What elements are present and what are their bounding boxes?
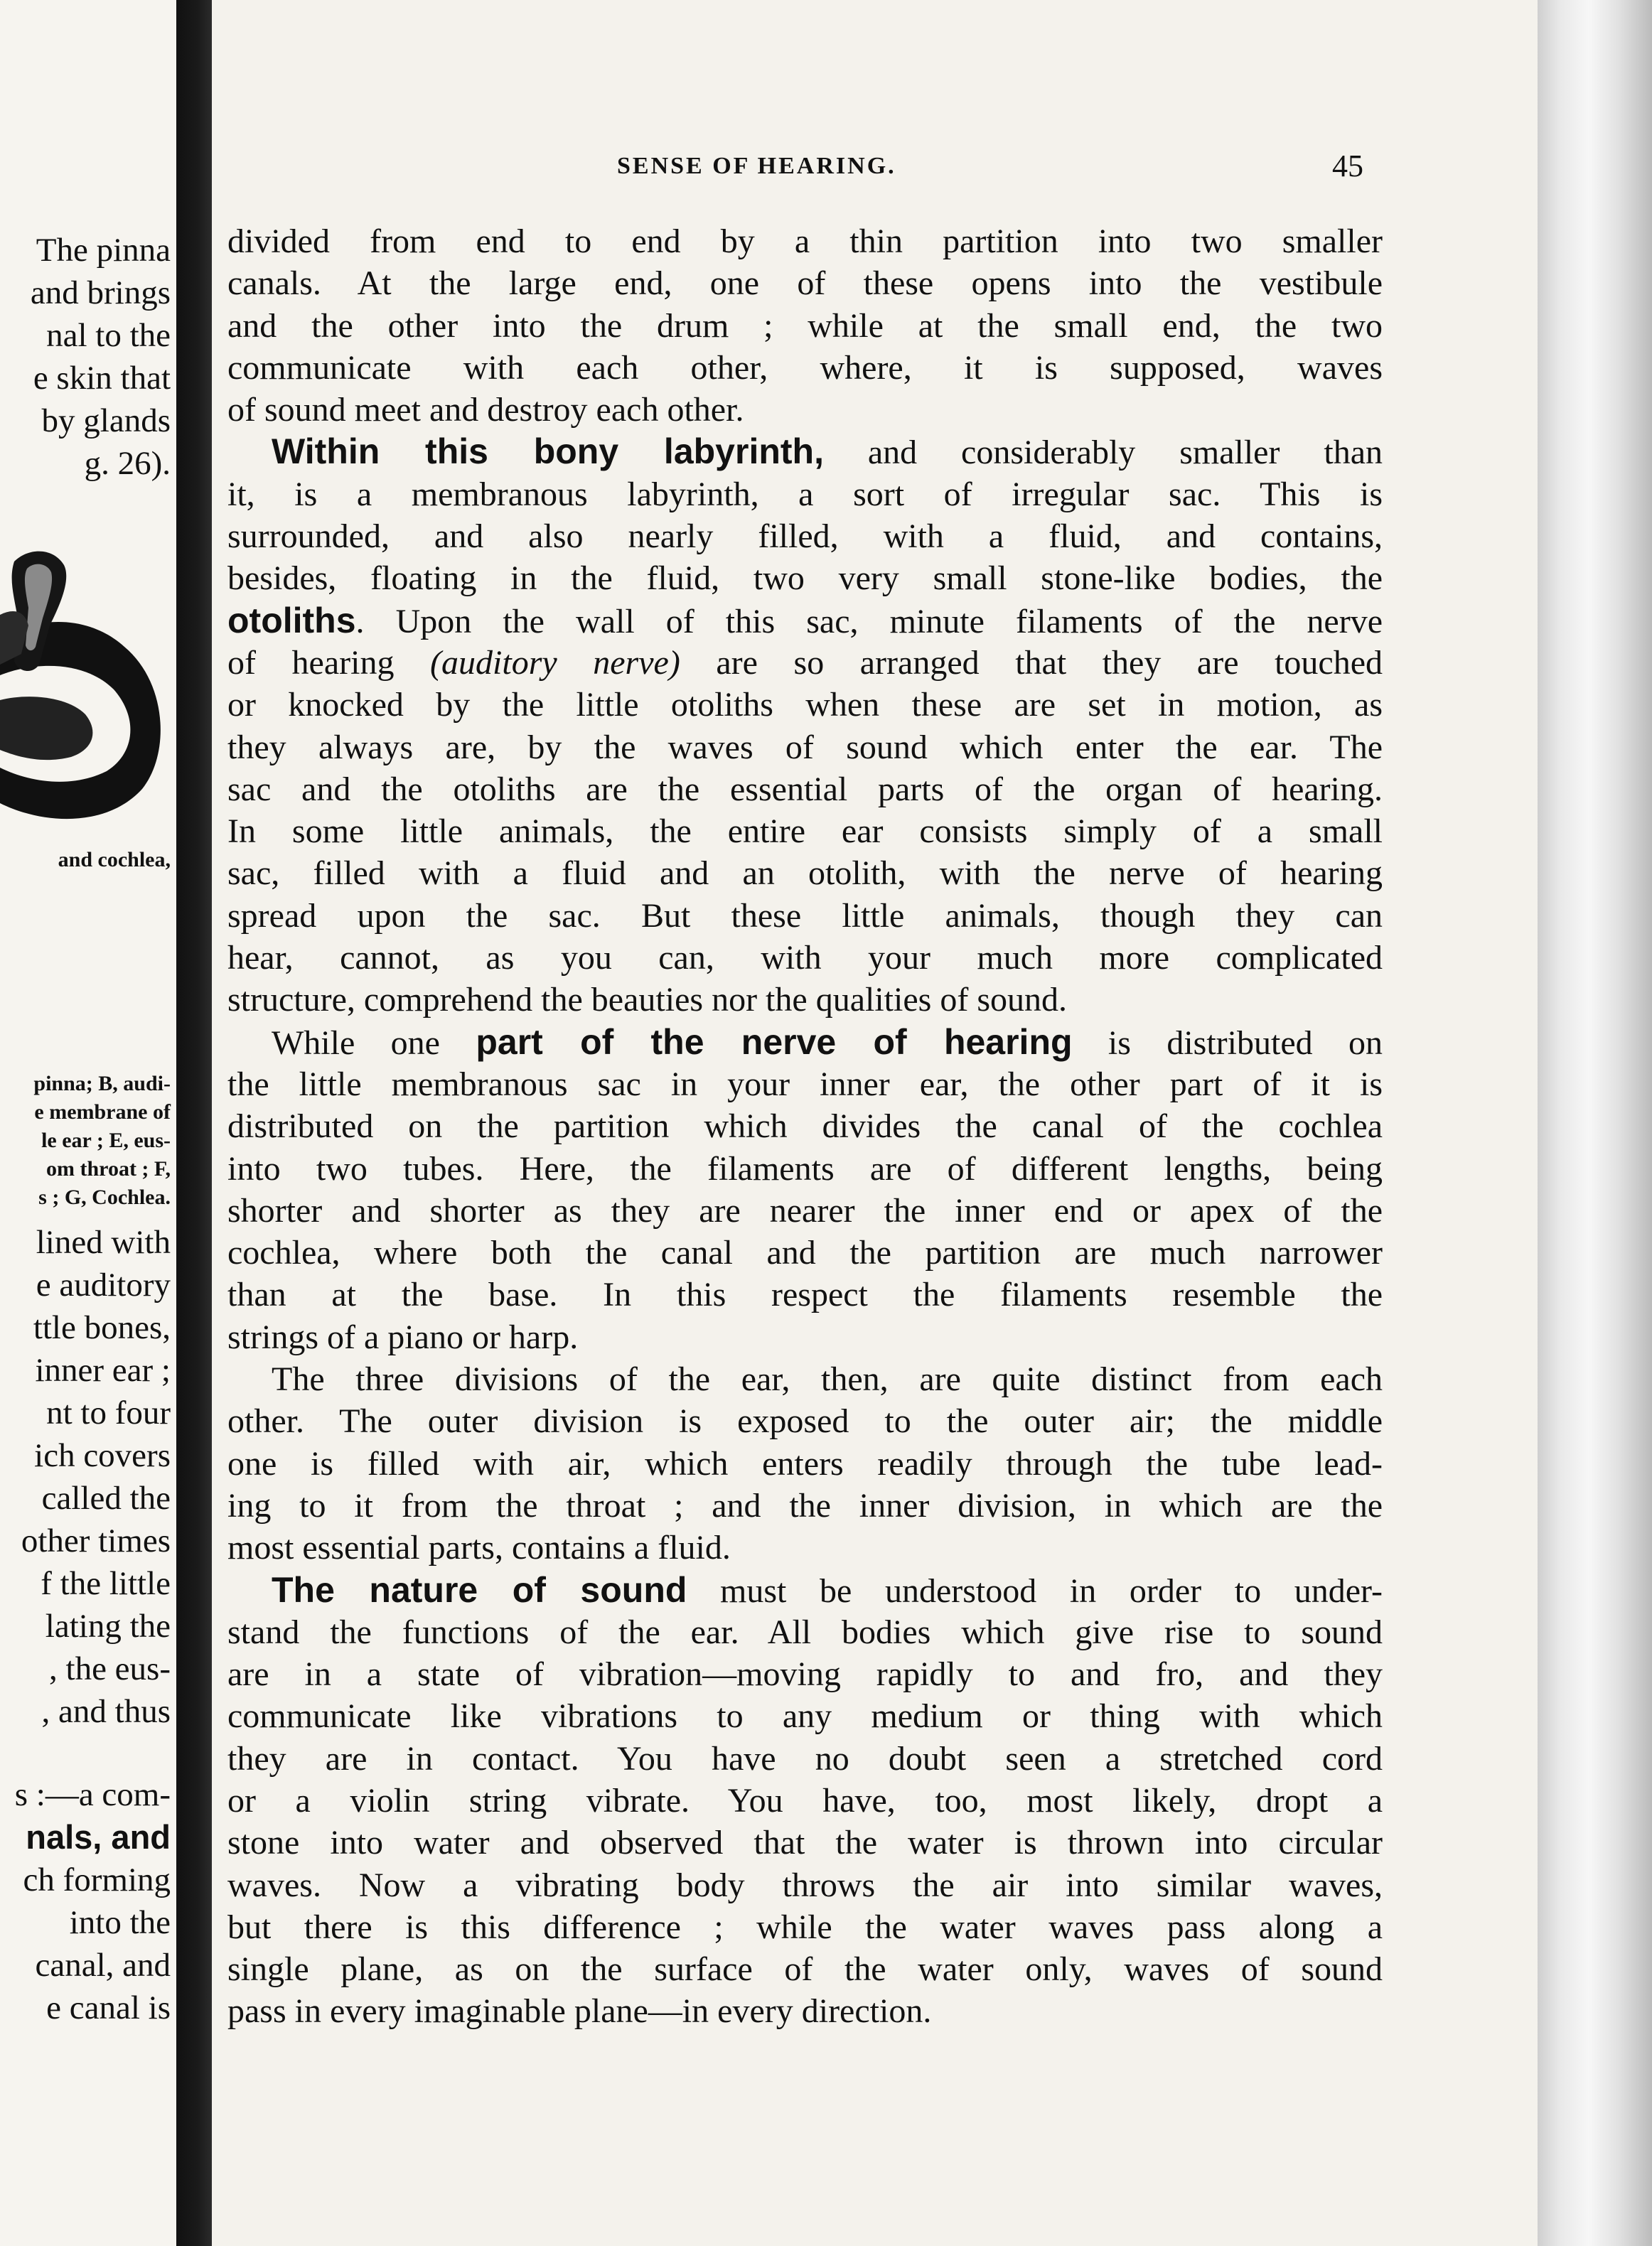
italic-term-auditory-nerve: (auditory nerve)	[430, 643, 680, 682]
paragraph-first-line: The three divisions of the ear, then, are quite distinct from each	[272, 1360, 1383, 1399]
text-line: into two tubes. Here, the filaments are of different lengths, being	[227, 1149, 1383, 1188]
ear-diagram-fragment	[0, 540, 176, 839]
left-text-line: nals, and	[26, 1818, 171, 1856]
left-text-line: ich covers	[34, 1437, 171, 1474]
text-line: stone into water and observed that the water is thrown into circular	[227, 1824, 1383, 1862]
paragraph-first-line	[227, 1021, 1383, 1063]
left-text-line: by glands	[41, 402, 171, 439]
text-line: single plane, as on the surface of the water only, waves of sound	[227, 1950, 1383, 1989]
left-text-line: ttle bones,	[33, 1309, 171, 1346]
text-line	[227, 642, 1383, 684]
left-text-line: called the	[41, 1480, 171, 1517]
text-line: of sound meet and destroy each other.	[227, 391, 744, 429]
text-line: cochlea, where both the canal and the partition are much narrower	[227, 1234, 1383, 1272]
text-span: are so arranged that they are touched	[680, 643, 1383, 682]
text-line: communicate with each other, where, it is supposed, waves	[227, 348, 1383, 387]
text-line: or knocked by the little otoliths when these are set in motion, as	[227, 686, 1383, 724]
text-line: structure, comprehend the beauties nor the qualities of sound.	[227, 981, 1067, 1019]
text-line: spread upon the sac. But these little animals, though they can	[227, 896, 1383, 935]
text-span: While one	[272, 1023, 476, 1062]
bold-heading-term: part of the nerve of hearing	[476, 1021, 1073, 1062]
text-line: it, is a membranous labyrinth, a sort of irregular sac. This is	[227, 475, 1383, 513]
book-gutter	[176, 0, 212, 2246]
figure-caption-line: pinna; B, audi-	[33, 1072, 171, 1095]
text-line: most essential parts, contains a fluid.	[227, 1529, 731, 1567]
figure-caption-line: e membrane of	[34, 1100, 171, 1124]
text-line: besides, floating in the fluid, two very small stone-like bodies, the	[227, 559, 1383, 598]
text-line: they always are, by the waves of sound which enter the ear. The	[227, 728, 1383, 766]
text-line: distributed on the partition which divides the canal of the cochlea	[227, 1107, 1383, 1146]
text-line: divided from end to end by a thin partition into two smaller	[227, 222, 1383, 260]
left-text-line: The pinna	[36, 232, 171, 269]
text-line	[227, 600, 1383, 642]
text-line: ing to it from the throat ; and the inner division, in which are the	[227, 1486, 1383, 1525]
left-text-line: e auditory	[36, 1267, 171, 1304]
text-span: of hearing	[227, 643, 431, 682]
left-text-line: inner ear ;	[35, 1352, 171, 1389]
figure-caption-line: om throat ; F,	[46, 1157, 171, 1181]
bold-term-otoliths: otoliths	[227, 600, 356, 640]
body-text	[227, 220, 1383, 2033]
left-text-line: other times	[21, 1522, 171, 1559]
left-text-line: e canal is	[46, 1989, 171, 2026]
text-line: communicate like vibrations to any medium or thing with which	[227, 1697, 1383, 1736]
left-text-line: canal, and	[35, 1947, 171, 1984]
figure-caption-line: s ; G, Cochlea.	[38, 1186, 171, 1209]
text-line: waves. Now a vibrating body throws the air into similar waves,	[227, 1866, 1383, 1904]
running-head: SENSE OF HEARING.	[617, 153, 896, 179]
page-header	[408, 145, 1363, 188]
text-line: the little membranous sac in your inner ear, the other part of it is	[227, 1065, 1383, 1103]
text-line: and the other into the drum ; while at the small end, the two	[227, 306, 1383, 345]
text-line: than at the base. In this respect the filaments resemble the	[227, 1276, 1383, 1314]
left-text-line: g. 26).	[84, 445, 171, 482]
left-text-line: ch forming	[23, 1861, 171, 1898]
paragraph-first-line	[227, 1569, 1383, 1611]
text-line: strings of a piano or harp.	[227, 1318, 579, 1356]
left-text-line: , the eus-	[49, 1650, 171, 1687]
text-line: but there is this difference ; while the water waves pass along a	[227, 1908, 1383, 1946]
page-number: 45	[1332, 149, 1363, 183]
text-line: sac, filled with a fluid and an otolith, with the nerve of hearing	[227, 854, 1383, 893]
text-span: and considerably smaller than	[823, 434, 1383, 472]
facing-page-left	[0, 0, 176, 2246]
left-text-line: , and thus	[41, 1693, 171, 1730]
left-text-line: nal to the	[46, 317, 171, 354]
text-span: must be understood in order to under-	[687, 1571, 1383, 1610]
left-text-line: nt to four	[46, 1395, 171, 1431]
text-line: canals. At the large end, one of these opens into the vestibule	[227, 264, 1383, 303]
text-line: surrounded, and also nearly filled, with a fluid, and contains,	[227, 517, 1383, 556]
text-line: hear, cannot, as you can, with your much more complicated	[227, 939, 1383, 977]
text-line: other. The outer division is exposed to the outer air; the middle	[227, 1402, 1383, 1441]
left-text-line: and brings	[30, 274, 171, 311]
paragraph-first-line	[227, 431, 1383, 473]
page-edge-shading	[1538, 0, 1652, 2246]
text-line: or a violin string vibrate. You have, too, most likely, dropt a	[227, 1781, 1383, 1820]
text-line: they are in contact. You have no doubt seen a stretched cord	[227, 1739, 1383, 1778]
left-text-line: s :—a com-	[14, 1776, 171, 1813]
text-line: shorter and shorter as they are nearer the inner end or apex of the	[227, 1191, 1383, 1230]
bold-heading-term: The nature of sound	[272, 1569, 687, 1610]
bold-heading-term: Within this bony labyrinth,	[272, 431, 824, 472]
text-line: pass in every imaginable plane—in every direction.	[227, 1992, 932, 2031]
text-span: . Upon the wall of this sac, minute filaments of the nerve	[355, 602, 1383, 640]
left-text-line: lined with	[36, 1224, 171, 1261]
text-line: one is filled with air, which enters readily through the tube lead-	[227, 1444, 1383, 1483]
text-line: stand the functions of the ear. All bodies which give rise to sound	[227, 1613, 1383, 1651]
left-text-line: f the little	[41, 1565, 171, 1602]
text-line: In some little animals, the entire ear consists simply of a small	[227, 812, 1383, 851]
figure-caption-line: le ear ; E, eus-	[41, 1129, 171, 1152]
text-line: sac and the otoliths are the essential parts of the organ of hearing.	[227, 770, 1383, 808]
left-text-line: e skin that	[33, 360, 171, 397]
figure-label: and cochlea,	[58, 848, 171, 871]
text-line: are in a state of vibration—moving rapidly to and fro, and they	[227, 1655, 1383, 1694]
left-text-line: lating the	[45, 1608, 171, 1645]
left-text-line: into the	[69, 1904, 171, 1941]
text-span: is distributed on	[1072, 1023, 1383, 1062]
